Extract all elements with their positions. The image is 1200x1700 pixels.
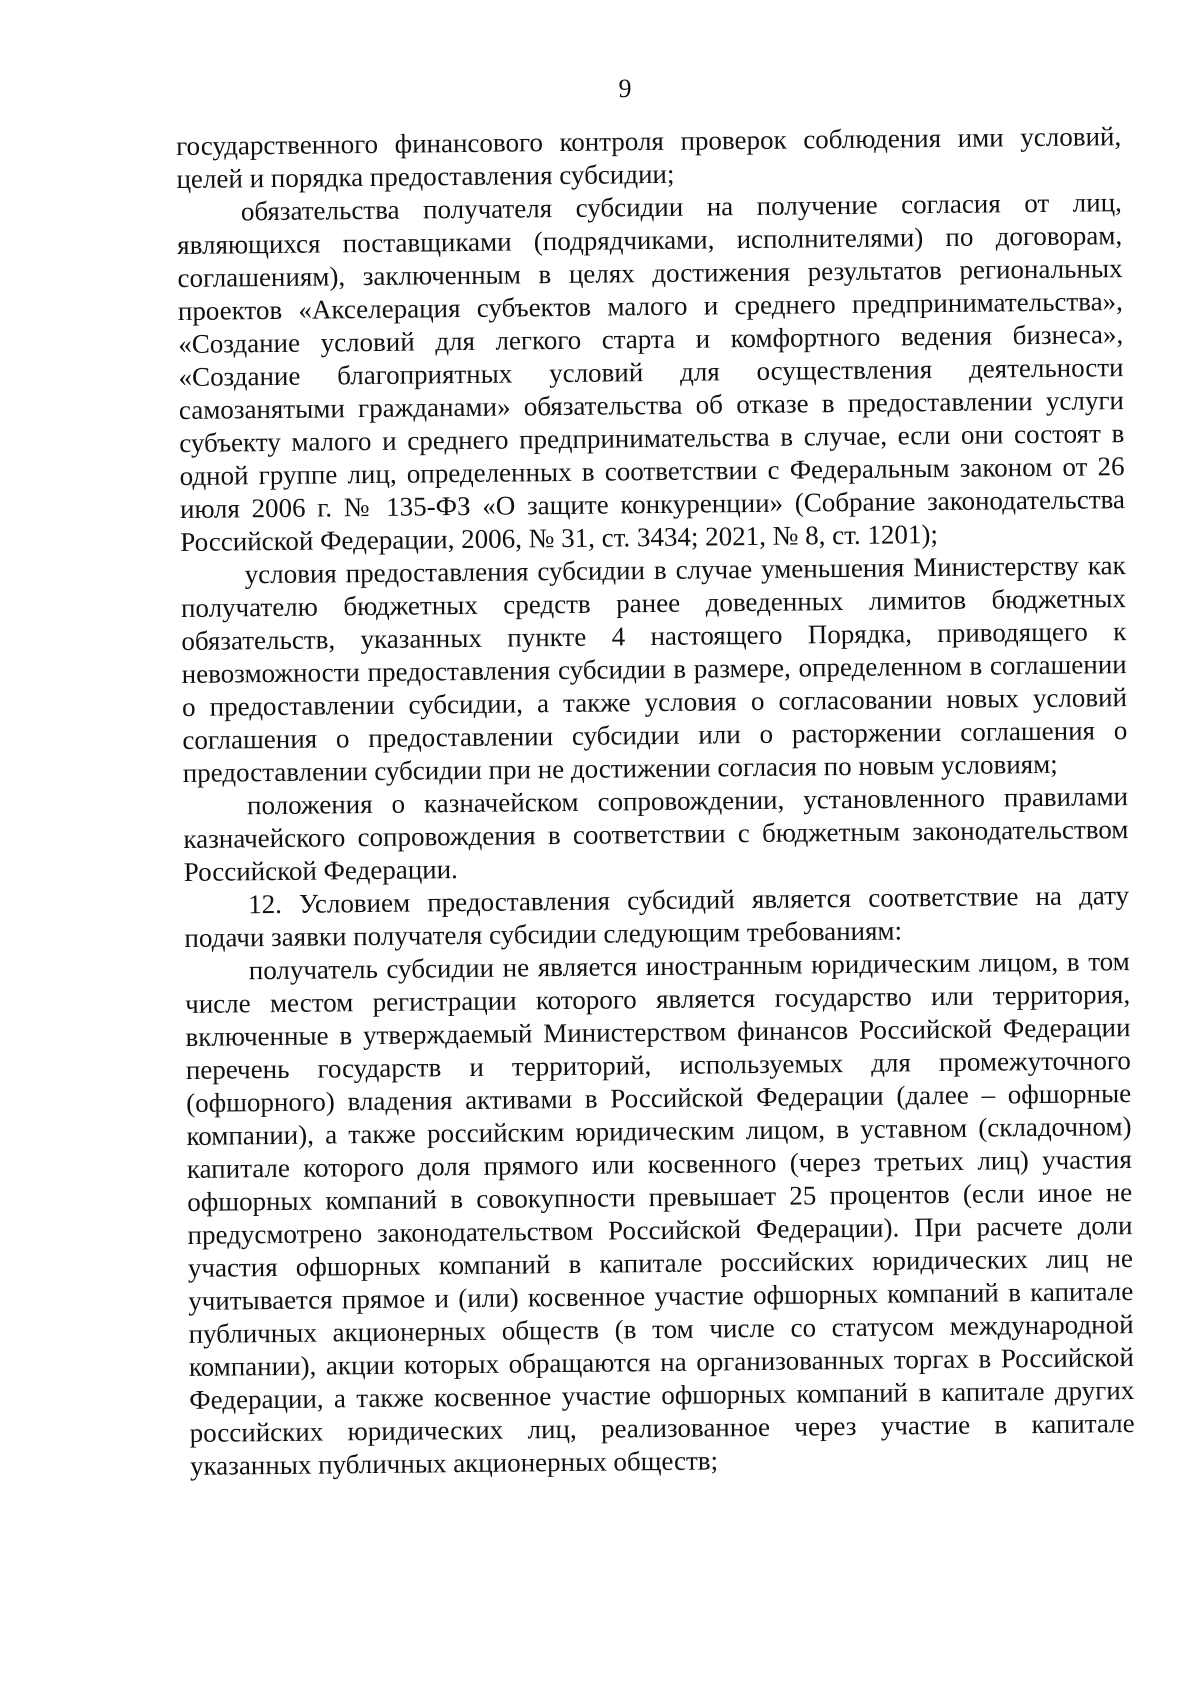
paragraph-clause-12: 12. Условием предоставления субсидий является соответствие на дату подачи заявки получателя субсидии следующим требованиям: — [184, 880, 1130, 953]
paragraph-consent-obligation: обязательства получателя субсидии на получение согласия от лиц, являющихся поставщиками (подрядчиками, исполнителями) по договорам, соглашениям), заключенным в целях достижения результатов региональных проектов «Акселерация субъектов малого и среднего предпринимательства», «Создание условий для легкого старта и комфортного ведения бизнеса», «Создание благоприятных условий для осуществления деятельности самозанятыми гражданами» обязательства об отказе в предоставлении услуги субъекту малого и среднего предпринимательства в случае, если они состоят в одной группе лиц, определенных в соответствии с Федеральным законом от 26 июля 2006 г. № 135-ФЗ «О защите конкуренции» (Собрание законодательства Российской Федерации, 2006, № 31, ст. 3434; 2021, № 8, ст. 1201); — [177, 187, 1126, 557]
document-body — [176, 120, 1135, 1483]
page-number: 9 — [618, 74, 632, 103]
paragraph-offshore-requirement: получатель субсидии не является иностранным юридическим лицом, в том числе местом регистрации которого является государство или территория, включенные в утверждаемый Министерством финансов Российской Федерации перечень государств и территорий, используемых для промежуточного (офшорного) владения активами в Российской Федерации (далее – офшорные компании), а также российским юридическим лицом, в уставном (складочном) капитале которого доля прямого или косвенного (через третьих лиц) участия офшорных компаний в совокупности превышает 25 процентов (если иное не предусмотрено законодательством Российской Федерации). При расчете доли участия офшорных компаний в капитале российских юридических лиц не учитывается прямое и (или) косвенное участие офшорных компаний в капитале публичных акционерных обществ (в том числе со статусом международной компании), акции которых обращаются на организованных торгах в Российской Федерации, а также косвенное участие офшорных компаний в капитале других российских юридических лиц, реализованное через участие в капитале указанных публичных акционерных обществ; — [184, 946, 1135, 1481]
paragraph-budget-reduction-conditions: условия предоставления субсидии в случае уменьшения Министерству как получателю бюджетных средств ранее доведенных лимитов бюджетных обязательств, указанных пункте 4 настоящего Порядка, приводящего к невозможности предоставления субсидии в размере, определенном в соглашении о предоставлении субсидии, а также условия о согласовании новых условий соглашения о предоставлении субсидии или о расторжении соглашения о предоставлении субсидии при не достижении согласия по новым условиям; — [180, 550, 1128, 788]
paragraph-continuation: государственного финансового контроля проверок соблюдения ими условий, целей и порядка предоставления субсидии; — [176, 121, 1122, 194]
paragraph-treasury-support: положения о казначейском сопровождении, установленного правилами казначейского сопровождения в соответствии с бюджетным законодательством Российской Федерации. — [183, 781, 1129, 887]
